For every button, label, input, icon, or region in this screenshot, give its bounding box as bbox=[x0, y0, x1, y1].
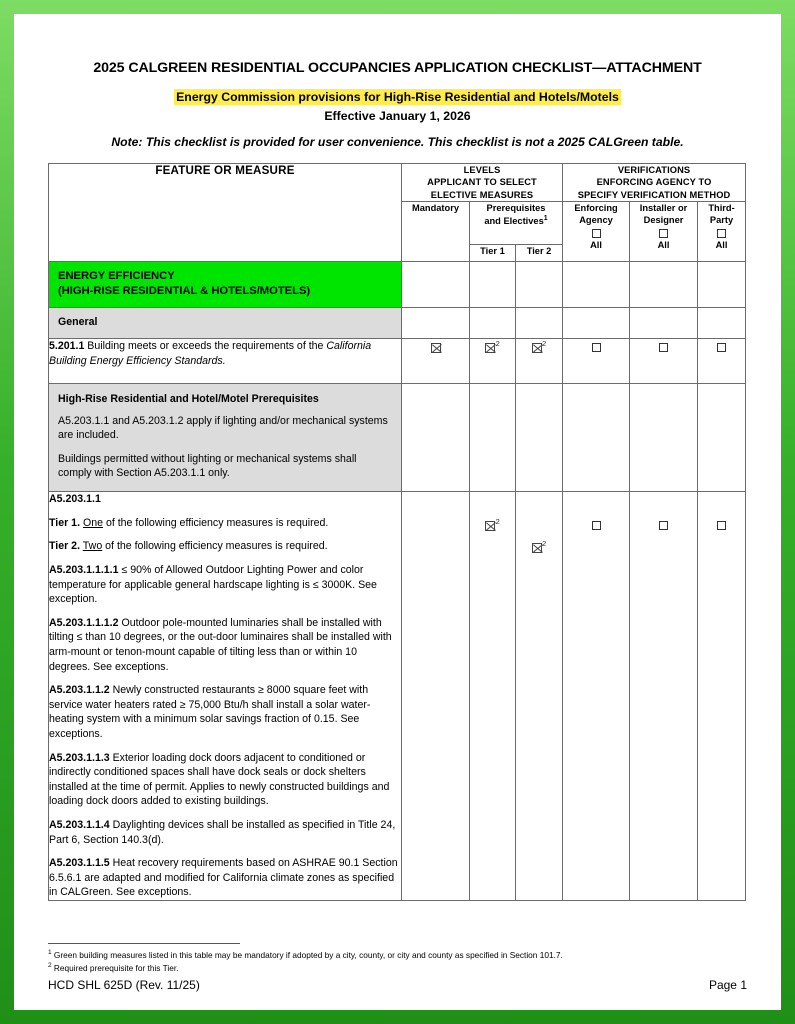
header-verifications-group bbox=[563, 163, 746, 201]
measure-item bbox=[49, 751, 401, 809]
cell-blank bbox=[698, 261, 746, 308]
section-energy-efficiency-line1: ENERGY EFFICIENCY bbox=[58, 269, 175, 282]
table-row-prerequisites bbox=[49, 384, 746, 492]
cell-blank bbox=[630, 384, 698, 492]
footnote-1-text: Green building measures listed in this table may be mandatory if adopted by a city, county, or city and county as specified in Section 101.7. bbox=[51, 949, 563, 960]
cell-tier2-a5-203-1-1[interactable] bbox=[516, 492, 563, 901]
header-feature-or-measure: FEATURE OR MEASURE bbox=[49, 163, 402, 261]
cell-blank bbox=[402, 261, 470, 308]
checkbox-icon-enforcing[interactable] bbox=[592, 343, 601, 352]
section-energy-efficiency-line2: (HIGH-RISE RESIDENTIAL & HOTELS/MOTELS) bbox=[58, 284, 311, 297]
header-levels-line3: ELECTIVE MEASURES bbox=[430, 189, 534, 200]
cell-tier1-5-201-1[interactable] bbox=[470, 339, 516, 384]
tier1-requirement bbox=[49, 516, 401, 531]
header-verifications-line3: SPECIFY VERIFICATION METHOD bbox=[577, 189, 731, 200]
footnote-2 bbox=[48, 961, 747, 975]
measure-item-text: Exterior loading dock doors adjacent to conditioned or indirectly conditioned spaces shall have dock seals or dock shelters installed at the time of permit. Applies to newly constructed buildings and loading dock doors added to existing buildings. bbox=[49, 751, 390, 808]
measure-item-text: Outdoor pole-mounted luminaries shall be installed with tilting ≤ than 10 degrees, or the out-door luminaires shall be installed with arm-mount or tenon-mount capable of tilting less than or within 10 degrees. See exceptions. bbox=[49, 616, 392, 673]
header-prereq-line1: Prerequisites bbox=[486, 202, 546, 213]
footnote-ref-tier1: 2 bbox=[495, 517, 500, 527]
checkbox-icon-enforcing-all[interactable] bbox=[592, 229, 601, 238]
measure-item bbox=[49, 818, 401, 847]
checklist-table-wrap bbox=[14, 149, 781, 901]
header-installer-line2: Designer bbox=[643, 215, 684, 226]
measure-body-5-201-1: Building meets or exceeds the requirements of the bbox=[84, 340, 327, 353]
checkbox-icon-enforcing[interactable] bbox=[592, 521, 601, 530]
measure-code-a5-203-1-1: A5.203.1.1 bbox=[49, 493, 101, 506]
measure-item bbox=[49, 683, 401, 741]
subsection-label-general: General bbox=[49, 308, 402, 339]
page-footer bbox=[14, 943, 781, 992]
checkbox-icon-installer[interactable] bbox=[659, 521, 668, 530]
cell-installer-5-201-1[interactable] bbox=[630, 339, 698, 384]
cell-blank bbox=[516, 384, 563, 492]
measure-text-5-201-1 bbox=[49, 339, 402, 384]
cell-blank bbox=[698, 308, 746, 339]
footnote-ref-tier2: 2 bbox=[542, 339, 547, 349]
header-thirdparty-line1: Third- bbox=[708, 202, 735, 213]
table-row-a5-203-1-1 bbox=[49, 492, 746, 901]
cell-blank bbox=[470, 308, 516, 339]
cell-blank bbox=[630, 308, 698, 339]
checkbox-checked-icon-tier2[interactable] bbox=[532, 543, 542, 553]
thirdparty-mark-wrap[interactable] bbox=[698, 517, 745, 535]
cell-thirdparty-5-201-1[interactable] bbox=[698, 339, 746, 384]
header-thirdparty-line2: Party bbox=[709, 215, 734, 226]
cell-enforcing-5-201-1[interactable] bbox=[563, 339, 630, 384]
cell-blank bbox=[516, 308, 563, 339]
document-header bbox=[14, 14, 781, 149]
enforcing-mark-wrap[interactable] bbox=[563, 517, 629, 535]
installer-mark-wrap[interactable] bbox=[630, 517, 697, 535]
cell-blank bbox=[630, 261, 698, 308]
measure-item-code: A5.203.1.1.2 bbox=[49, 684, 110, 697]
header-prereq-footnote-ref: 1 bbox=[543, 215, 548, 223]
page-sheet bbox=[14, 14, 781, 1010]
section-row-energy-efficiency bbox=[49, 261, 746, 308]
cell-enforcing-a5-203-1-1[interactable] bbox=[563, 492, 630, 901]
cell-tier2-5-201-1[interactable] bbox=[516, 339, 563, 384]
measure-item-text: ≤ 90% of Allowed Outdoor Lighting Power and color temperature for applicable general hardscape lighting is ≤ 3000K. See exception. bbox=[49, 563, 377, 606]
header-verifications-line2: ENFORCING AGENCY TO bbox=[596, 177, 712, 188]
tier2-count-word: Two bbox=[82, 540, 103, 553]
tier1-label: Tier 1. bbox=[49, 516, 81, 529]
document-subtitle-highlight: Energy Commission provisions for High-Rise Residential and Hotels/Motels bbox=[176, 90, 619, 105]
measure-item bbox=[49, 856, 401, 900]
effective-date: Effective January 1, 2026 bbox=[324, 108, 471, 123]
footnote-ref-tier2: 2 bbox=[542, 539, 547, 549]
prerequisites-paragraph-2: Buildings permitted without lighting or mechanical systems shall comply with Section A5.203.1.1 only. bbox=[58, 452, 357, 480]
measure-item bbox=[49, 616, 401, 674]
cell-installer-a5-203-1-1[interactable] bbox=[630, 492, 698, 901]
tier2-rest: of the following efficiency measures is required. bbox=[102, 540, 328, 553]
table-row-5-201-1 bbox=[49, 339, 746, 384]
measure-item-code: A5.203.1.1.3 bbox=[49, 751, 110, 764]
tier1-mark-wrap[interactable] bbox=[470, 517, 515, 535]
checkbox-checked-icon-tier2[interactable] bbox=[532, 343, 542, 353]
checkbox-checked-icon-mandatory[interactable] bbox=[431, 343, 441, 353]
header-enforcing-line2: Agency bbox=[579, 215, 613, 226]
cell-mandatory-5-201-1[interactable] bbox=[402, 339, 470, 384]
header-third-party bbox=[698, 201, 746, 261]
page-title: 2025 CALGREEN RESIDENTIAL OCCUPANCIES APPLICATION CHECKLIST—ATTACHMENT bbox=[93, 60, 702, 76]
header-prereq-line2: and Electives bbox=[484, 216, 544, 227]
cell-blank bbox=[563, 384, 630, 492]
cell-blank bbox=[698, 384, 746, 492]
checkbox-icon-thirdparty-all[interactable] bbox=[717, 229, 726, 238]
checkbox-icon-thirdparty[interactable] bbox=[717, 521, 726, 530]
measure-heading-a5-203-1-1 bbox=[49, 492, 401, 507]
checkbox-checked-icon-tier1[interactable] bbox=[485, 521, 495, 531]
checklist-table bbox=[48, 163, 746, 901]
measure-paragraph bbox=[49, 339, 401, 368]
measure-standard-name: California Building Energy Efficiency Standards. bbox=[49, 340, 372, 367]
cell-mandatory-a5-203-1-1 bbox=[402, 492, 470, 901]
footer-line bbox=[48, 978, 747, 992]
measure-item-text: Heat recovery requirements based on ASHRAE 90.1 Section 6.5.6.1 are adapted and modified for California climate zones as specified in CALGreen. See exceptions. bbox=[49, 857, 398, 899]
measure-item-code: A5.203.1.1.4 bbox=[49, 819, 110, 832]
footnote-1-marker: 1 bbox=[48, 948, 52, 956]
cell-blank bbox=[563, 308, 630, 339]
footnote-2-text: Required prerequisite for this Tier. bbox=[51, 963, 179, 974]
cell-tier1-a5-203-1-1[interactable] bbox=[470, 492, 516, 901]
cell-blank bbox=[516, 261, 563, 308]
header-verifications-line1: VERIFICATIONS bbox=[617, 164, 691, 175]
document-note: Note: This checklist is provided for user convenience. This checklist is not a 2025 CALGreen table. bbox=[111, 134, 684, 149]
header-prerequisites-electives bbox=[470, 201, 563, 244]
header-levels-group bbox=[402, 163, 563, 201]
measure-item bbox=[49, 563, 401, 607]
prerequisites-block bbox=[49, 384, 402, 492]
header-tier-2: Tier 2 bbox=[516, 245, 563, 262]
page-number: Page 1 bbox=[708, 978, 747, 992]
cell-blank bbox=[470, 384, 516, 492]
header-installer-line1: Installer or bbox=[639, 202, 688, 213]
measure-item-code: A5.203.1.1.1.2 bbox=[49, 616, 119, 629]
checkbox-icon-installer[interactable] bbox=[659, 343, 668, 352]
measure-block-a5-203-1-1 bbox=[49, 492, 402, 901]
document-subtitle-wrap bbox=[48, 88, 747, 107]
footnote-separator bbox=[48, 943, 240, 944]
measure-item-text: Daylighting devices shall be installed as specified in Title 24, Part 6, Section 140.3(d). bbox=[49, 819, 396, 846]
cell-blank bbox=[563, 261, 630, 308]
footnote-2-marker: 2 bbox=[48, 962, 52, 970]
footnote-1 bbox=[48, 948, 747, 962]
prerequisites-paragraph-1: A5.203.1.1 and A5.203.1.2 apply if lighting and/or mechanical systems are included. bbox=[58, 414, 388, 442]
header-levels-line1: LEVELS bbox=[463, 164, 501, 175]
measure-item-text: Newly constructed restaurants ≥ 8000 square feet with service water heaters rated ≥ 75,000 Btu/h shall install a solar water-heating system with a minimum solar savings fraction of 0.15. See exceptions. bbox=[49, 684, 371, 740]
header-installer-designer bbox=[630, 201, 698, 261]
header-enforcing-agency bbox=[563, 201, 630, 261]
header-enforcing-line1: Enforcing bbox=[574, 202, 618, 213]
tier2-requirement bbox=[49, 539, 401, 554]
cell-blank bbox=[402, 308, 470, 339]
checkbox-icon-thirdparty[interactable] bbox=[717, 343, 726, 352]
header-installer-all: All bbox=[657, 240, 670, 251]
cell-blank bbox=[470, 261, 516, 308]
section-label-energy-efficiency bbox=[49, 261, 402, 308]
footnote-ref-tier1: 2 bbox=[495, 339, 500, 349]
header-mandatory: Mandatory bbox=[402, 201, 470, 261]
header-tier-1: Tier 1 bbox=[470, 245, 516, 262]
tier1-rest: of the following efficiency measures is required. bbox=[103, 516, 329, 529]
table-header-row-groups bbox=[49, 163, 746, 201]
tier1-count-word: One bbox=[82, 516, 103, 529]
tier2-mark-wrap[interactable] bbox=[516, 539, 562, 557]
checkbox-checked-icon-tier1[interactable] bbox=[485, 343, 495, 353]
checkbox-icon-installer-all[interactable] bbox=[659, 229, 668, 238]
form-identifier: HCD SHL 625D (Rev. 11/25) bbox=[48, 978, 200, 992]
cell-thirdparty-a5-203-1-1[interactable] bbox=[698, 492, 746, 901]
header-thirdparty-all: All bbox=[715, 240, 728, 251]
measure-item-code: A5.203.1.1.5 bbox=[49, 857, 110, 870]
measure-item-code: A5.203.1.1.1.1 bbox=[49, 563, 119, 576]
tier2-label: Tier 2. bbox=[49, 540, 81, 553]
prerequisites-heading: High-Rise Residential and Hotel/Motel Prerequisites bbox=[58, 393, 319, 406]
cell-blank bbox=[402, 384, 470, 492]
header-levels-line2: APPLICANT TO SELECT bbox=[427, 177, 537, 188]
subsection-row-general bbox=[49, 308, 746, 339]
measure-code-5-201-1: 5.201.1 bbox=[49, 340, 85, 353]
header-enforcing-all: All bbox=[590, 240, 602, 251]
